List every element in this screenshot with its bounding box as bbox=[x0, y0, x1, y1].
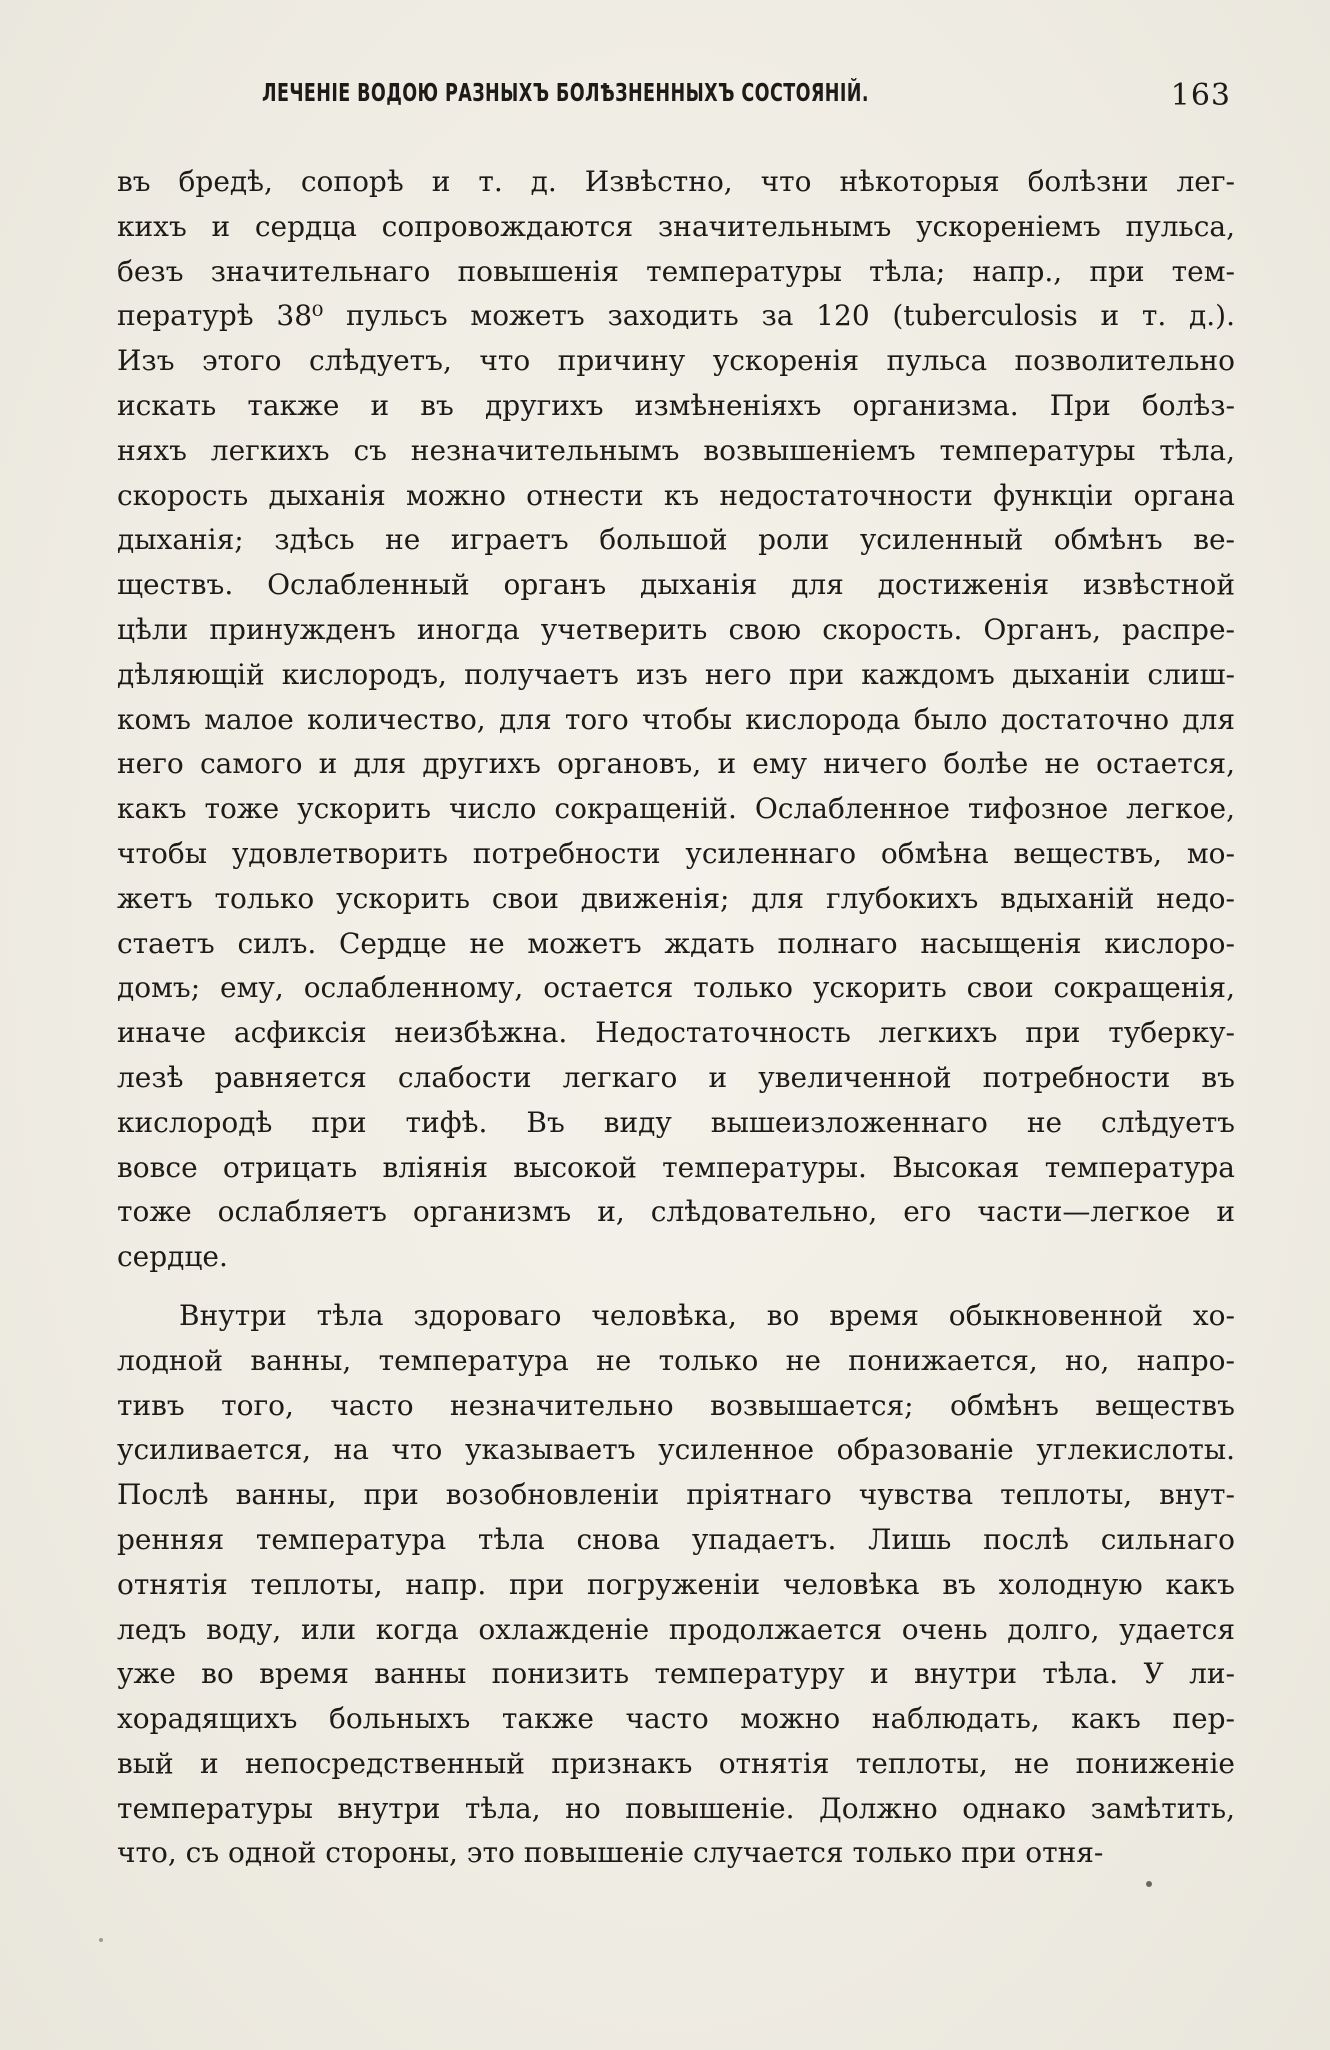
text-line bbox=[117, 339, 1235, 384]
text-line bbox=[117, 429, 1235, 474]
text-line bbox=[117, 1608, 1235, 1653]
text-line bbox=[117, 1294, 1235, 1339]
text-line bbox=[117, 922, 1235, 967]
text-line-content: жетъ только ускорить свои движенія; для глубокихъ вдыханій недо- bbox=[117, 881, 1235, 915]
text-line-content: домъ; ему, ослабленному, остается только ускорить свои сокращенія, bbox=[117, 971, 1235, 1005]
text-line-content: хорадящихъ больныхъ также часто можно наблюдать, какъ пер- bbox=[117, 1702, 1235, 1736]
text-line bbox=[117, 1146, 1235, 1191]
text-line-content: сердце. bbox=[117, 1240, 228, 1274]
text-line-content: цѣли принужденъ иногда учетверить свою скорость. Органъ, распре- bbox=[117, 612, 1235, 646]
text-line-content: усиливается, на что указываетъ усиленное образованіе углекислоты. bbox=[117, 1433, 1235, 1467]
text-line bbox=[117, 1428, 1235, 1473]
text-line bbox=[117, 877, 1235, 922]
text-line-content: стаетъ силъ. Сердце не можетъ ждать полнаго насыщенія кислоро- bbox=[117, 926, 1235, 960]
text-line-content: вый и непосредственный признакъ отнятія теплоты, не пониженіе bbox=[117, 1746, 1235, 1780]
text-line-content: тивъ того, часто незначительно возвышается; обмѣнъ веществъ bbox=[117, 1388, 1235, 1422]
text-line bbox=[117, 966, 1235, 1011]
text-line-content: комъ малое количество, для того чтобы кислорода было достаточно для bbox=[117, 702, 1235, 736]
text-line bbox=[117, 1787, 1235, 1832]
print-speck bbox=[99, 1938, 103, 1942]
text-line-content: температуры внутри тѣла, но повышеніе. Должно однако замѣтить, bbox=[117, 1791, 1235, 1825]
text-line-content: кислородѣ при тифѣ. Въ виду вышеизложеннаго не слѣдуетъ bbox=[117, 1105, 1235, 1139]
text-line bbox=[117, 1235, 1235, 1280]
text-line-content: Послѣ ванны, при возобновленіи пріятнаго чувства теплоты, внут- bbox=[117, 1478, 1235, 1512]
text-line bbox=[117, 1742, 1235, 1787]
text-line bbox=[117, 742, 1235, 787]
text-line-content: Внутри тѣла здороваго человѣка, во время обыкновенной хо- bbox=[179, 1298, 1235, 1332]
text-line-content: ществъ. Ослабленный органъ дыханія для достиженія извѣстной bbox=[117, 568, 1235, 602]
text-line bbox=[117, 1056, 1235, 1101]
text-line bbox=[117, 1518, 1235, 1563]
text-line-content: дѣляющій кислородъ, получаетъ изъ него при каждомъ дыханіи слиш- bbox=[117, 657, 1235, 691]
text-line-content: лодной ванны, температура не только не понижается, но, напро- bbox=[117, 1343, 1235, 1377]
body-text bbox=[117, 160, 1235, 1876]
text-line-content: искать также и въ другихъ измѣненіяхъ организма. При болѣз- bbox=[117, 388, 1235, 422]
text-line bbox=[117, 787, 1235, 832]
text-line bbox=[117, 1652, 1235, 1697]
text-line-content: Изъ этого слѣдуетъ, что причину ускоренія пульса позволительно bbox=[117, 344, 1235, 378]
text-line bbox=[117, 608, 1235, 653]
paragraph-2 bbox=[117, 1294, 1235, 1876]
text-line-content: ренняя температура тѣла снова упадаетъ. Лишь послѣ сильнаго bbox=[117, 1522, 1235, 1556]
text-line-content: дыханія; здѣсь не играетъ большой роли усиленный обмѣнъ ве- bbox=[117, 523, 1235, 557]
text-line-content: въ бредѣ, сопорѣ и т. д. Извѣстно, что нѣкоторыя болѣзни лег- bbox=[117, 165, 1235, 198]
text-line bbox=[117, 294, 1235, 339]
text-line bbox=[117, 205, 1235, 250]
text-line bbox=[117, 832, 1235, 877]
text-line bbox=[117, 160, 1235, 205]
text-line-content: чтобы удовлетворить потребности усиленнаго обмѣна веществъ, мо- bbox=[117, 836, 1235, 870]
text-line bbox=[117, 250, 1235, 295]
text-line-content: пературѣ 38⁰ пульсъ можетъ заходить за 120 (tuberculosis и т. д.). bbox=[117, 299, 1235, 333]
text-line-content: лезѣ равняется слабости легкаго и увеличенной потребности въ bbox=[117, 1060, 1235, 1094]
text-line-content: уже во время ванны понизить температуру и внутри тѣла. У ли- bbox=[117, 1657, 1235, 1691]
running-title: ЛЕЧЕНІЕ ВОДОЮ РАЗНЫХЪ БОЛѢЗНЕННЫХЪ СОСТОЯНІЙ. bbox=[262, 78, 869, 107]
text-line bbox=[117, 474, 1235, 519]
text-line-content: вовсе отрицать вліянія высокой температуры. Высокая температура bbox=[117, 1150, 1235, 1184]
text-line-content: тоже ослабляетъ организмъ и, слѣдовательно, его части—легкое и bbox=[117, 1195, 1235, 1229]
page-number: 163 bbox=[1170, 78, 1231, 113]
text-line bbox=[117, 1473, 1235, 1518]
text-line-content: иначе асфиксія неизбѣжна. Недостаточность легкихъ при туберку- bbox=[117, 1016, 1235, 1050]
text-line bbox=[117, 653, 1235, 698]
running-head bbox=[0, 78, 1330, 122]
text-line bbox=[117, 563, 1235, 608]
paragraph-1 bbox=[117, 160, 1235, 1280]
text-line-content: ледъ воду, или когда охлажденіе продолжается очень долго, удается bbox=[117, 1612, 1235, 1646]
text-line bbox=[117, 1563, 1235, 1608]
text-line bbox=[117, 1190, 1235, 1235]
text-line bbox=[117, 384, 1235, 429]
text-line bbox=[117, 518, 1235, 563]
text-line bbox=[117, 1697, 1235, 1742]
text-line bbox=[117, 1831, 1235, 1876]
paragraph-gap bbox=[117, 1280, 1235, 1294]
text-line bbox=[117, 698, 1235, 743]
text-line bbox=[117, 1384, 1235, 1429]
text-line-content: няхъ легкихъ съ незначительнымъ возвышеніемъ температуры тѣла, bbox=[117, 433, 1235, 467]
text-line-content: кихъ и сердца сопровождаются значительнымъ ускореніемъ пульса, bbox=[117, 209, 1235, 243]
text-line-content: что, съ одной стороны, это повышеніе случается только при отня- bbox=[117, 1836, 1104, 1870]
text-line bbox=[117, 1101, 1235, 1146]
text-line-content: какъ тоже ускорить число сокращеній. Ослабленное тифозное легкое, bbox=[117, 792, 1235, 826]
text-line-content: отнятія теплоты, напр. при погруженіи человѣка въ холодную какъ bbox=[117, 1567, 1235, 1601]
text-line bbox=[117, 1339, 1235, 1384]
text-line-content: него самого и для другихъ органовъ, и ему ничего болѣе не остается, bbox=[117, 747, 1235, 781]
text-line-content: безъ значительнаго повышенія температуры тѣла; напр., при тем- bbox=[117, 254, 1235, 288]
print-speck bbox=[1146, 1881, 1152, 1887]
text-line-content: скорость дыханія можно отнести къ недостаточности функціи органа bbox=[117, 478, 1235, 512]
text-line bbox=[117, 1011, 1235, 1056]
